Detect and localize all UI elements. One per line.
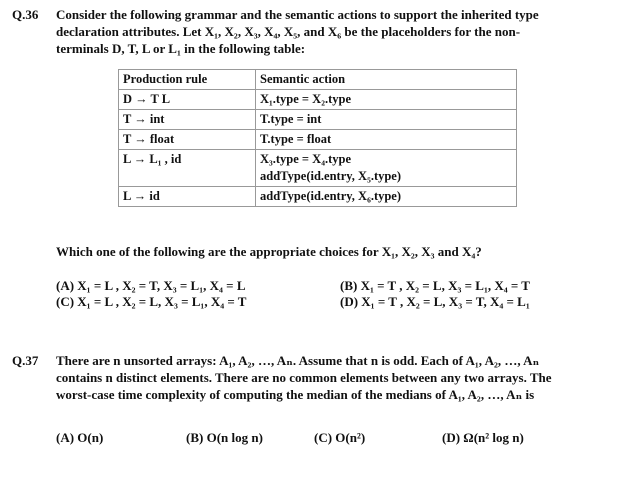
table-row (119, 130, 517, 150)
question-line: terminals D, T, L or L₁ in the following table: (56, 41, 306, 56)
question-line: declaration attributes. Let X₁, X₂, X₃, X₄, X₅, and X₆ be the placeholders for the non- (56, 24, 521, 39)
semantic-action-line: X₃.type = X₄.type (260, 152, 351, 166)
production-rule: L → L₁ , id (119, 150, 256, 187)
question-number: Q.37 (12, 353, 39, 368)
production-rule: T → int (119, 110, 256, 130)
question-line: There are n unsorted arrays: A₁, A₂, …, Aₙ. Assume that n is odd. Each of A₁, A₂, …, Aₙ (56, 353, 540, 368)
question-line: Consider the following grammar and the semantic actions to support the inherited type (56, 7, 539, 22)
table-row (119, 187, 517, 207)
question-text (56, 352, 604, 403)
production-rule: D → T L (119, 90, 256, 110)
grammar-table (118, 69, 517, 207)
option-a[interactable]: (A) O(n) (56, 430, 104, 445)
table-row (119, 110, 517, 130)
option-a[interactable]: (A) X₁ = L , X₂ = T, X₃ = L₁, X₄ = L (56, 278, 246, 293)
header-production-rule: Production rule (119, 70, 256, 90)
option-d[interactable]: (D) Ω(n² log n) (442, 430, 524, 445)
option-b[interactable]: (B) X₁ = T , X₂ = L, X₃ = L₁, X₄ = T (340, 278, 530, 293)
question-line: contains n distinct elements. There are no common elements between any two arrays. The (56, 370, 552, 385)
option-c[interactable]: (C) O(n²) (314, 430, 366, 445)
question-text (56, 6, 604, 57)
semantic-action: X₁.type = X₂.type (256, 90, 517, 110)
production-rule: T → float (119, 130, 256, 150)
option-b[interactable]: (B) O(n log n) (186, 430, 263, 445)
semantic-action: T.type = float (256, 130, 517, 150)
table-row (119, 90, 517, 110)
option-c[interactable]: (C) X₁ = L , X₂ = L, X₃ = L₁, X₄ = T (56, 294, 247, 309)
option-d[interactable]: (D) X₁ = T , X₂ = L, X₃ = T, X₄ = L₁ (340, 294, 530, 309)
question-line: worst-case time complexity of computing the median of the medians of A₁, A₂, …, Aₙ is (56, 387, 535, 402)
table-header-row (119, 70, 517, 90)
production-rule: L → id (119, 187, 256, 207)
semantic-action: T.type = int (256, 110, 517, 130)
question-number: Q.36 (12, 7, 39, 22)
semantic-action: addType(id.entry, X₆.type) (256, 187, 517, 207)
question-prompt: Which one of the following are the appropriate choices for X₁, X₂, X₃ and X₄? (56, 244, 482, 259)
table-row (119, 150, 517, 187)
semantic-action (256, 150, 517, 187)
semantic-action-line: addType(id.entry, X₅.type) (260, 169, 402, 183)
header-semantic-action: Semantic action (256, 70, 517, 90)
